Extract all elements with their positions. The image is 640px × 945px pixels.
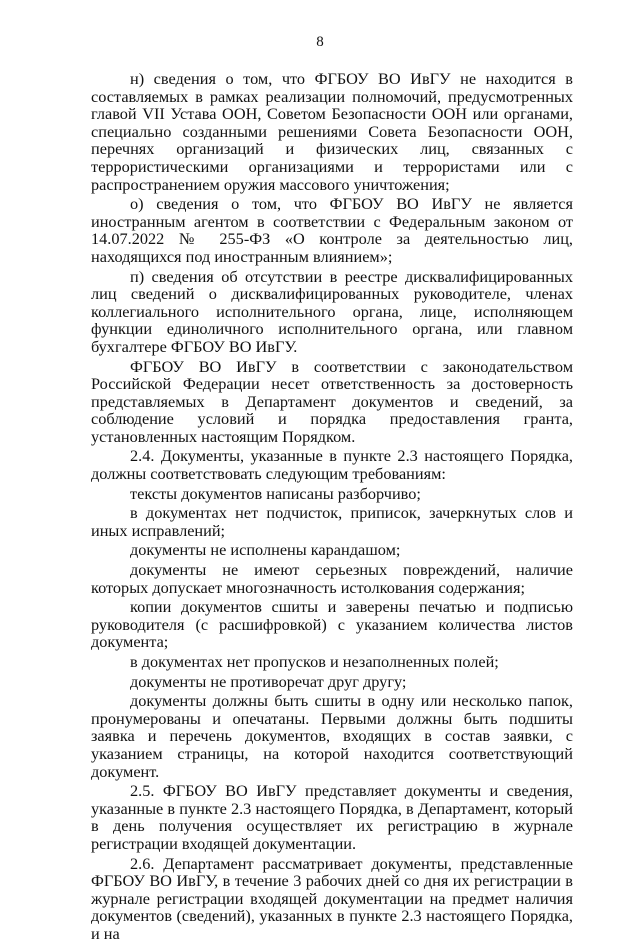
requirement-no-erasures: в документах нет подчисток, приписок, зачеркнутых слов и иных исправлений; — [91, 503, 573, 540]
document-body — [91, 70, 573, 945]
paragraph-n-un-list: н) сведения о том, что ФГБОУ ВО ИвГУ не находится в составляемых в рамках реализации полномочий, предусмотренных главой VII Устава ООН, Советом Безопасности ООН или органами, специально созданными решениями Совета Безопасности ООН, перечнях организаций и физических лиц, связанных с террористическими организациями и террористами или с распространением оружия массового уничтожения; — [91, 69, 573, 194]
requirement-legible: тексты документов написаны разборчиво; — [130, 483, 421, 503]
paragraph-2-4: 2.4. Документы, указанные в пункте 2.3 настоящего Порядка, должны соответствовать следующим требованиям: — [91, 446, 573, 484]
requirement-certified-copies: копии документов сшиты и заверены печатью и подписью руководителя (с расшифровкой) с указанием количества листов документа; — [91, 597, 573, 652]
requirement-no-damage: документы не имеют серьезных повреждений, наличие которых допускает многозначность истолкования содержания; — [91, 560, 573, 597]
requirement-no-gaps: в документах нет пропусков и незаполненных полей; — [130, 652, 499, 671]
requirement-consistent: документы не противоречат друг другу; — [130, 671, 407, 691]
page-number: 8 — [316, 34, 324, 50]
requirement-bound: документы должны быть сшиты в одну или несколько папок, пронумерованы и опечатаны. Первыми должны быть подшиты заявка и перечень документов, входящих в состав заявки, с указанием страницы, на которой находится соответствующий документ. — [91, 691, 573, 781]
paragraph-2-6: 2.6. Департамент рассматривает документы, представленные ФГБОУ ВО ИвГУ, в течение 3 рабочих дней со дня их регистрации в журнале регистрации входящей документации на предмет наличия документов (сведений), указанных в пункте 2.3 настоящего Порядка, и на — [91, 853, 573, 943]
paragraph-o-foreign-agent: о) сведения о том, что ФГБОУ ВО ИвГУ не является иностранным агентом в соответствии с Федеральным законом от 14.07.2022 № 255-ФЗ «О контроле за деятельностью лиц, находящихся под иностранным влиянием»; — [91, 194, 573, 266]
paragraph-responsibility: ФГБОУ ВО ИвГУ в соответствии с законодательством Российской Федерации несет ответственность за достоверность представляемых в Департамент документов и сведений, за соблюдение условий и порядка предоставления гранта, установленных настоящим Порядком. — [91, 356, 573, 446]
paragraph-2-5: 2.5. ФГБОУ ВО ИвГУ представляет документы и сведения, указанные в пункте 2.3 настоящего Порядка, в Департамент, который в день получения осуществляет их регистрацию в журнале регистрации входящей документации. — [91, 781, 573, 853]
paragraph-p-disqualified: п) сведения об отсутствии в реестре дисквалифицированных лиц сведений о дисквалифицированных руководителе, членах коллегиального исполнительного органа, лице, исполняющем функции единоличного исполнительного органа, или главном бухгалтере ФГБОУ ВО ИвГУ. — [91, 266, 573, 356]
requirement-no-pencil: документы не исполнены карандашом; — [130, 540, 401, 560]
